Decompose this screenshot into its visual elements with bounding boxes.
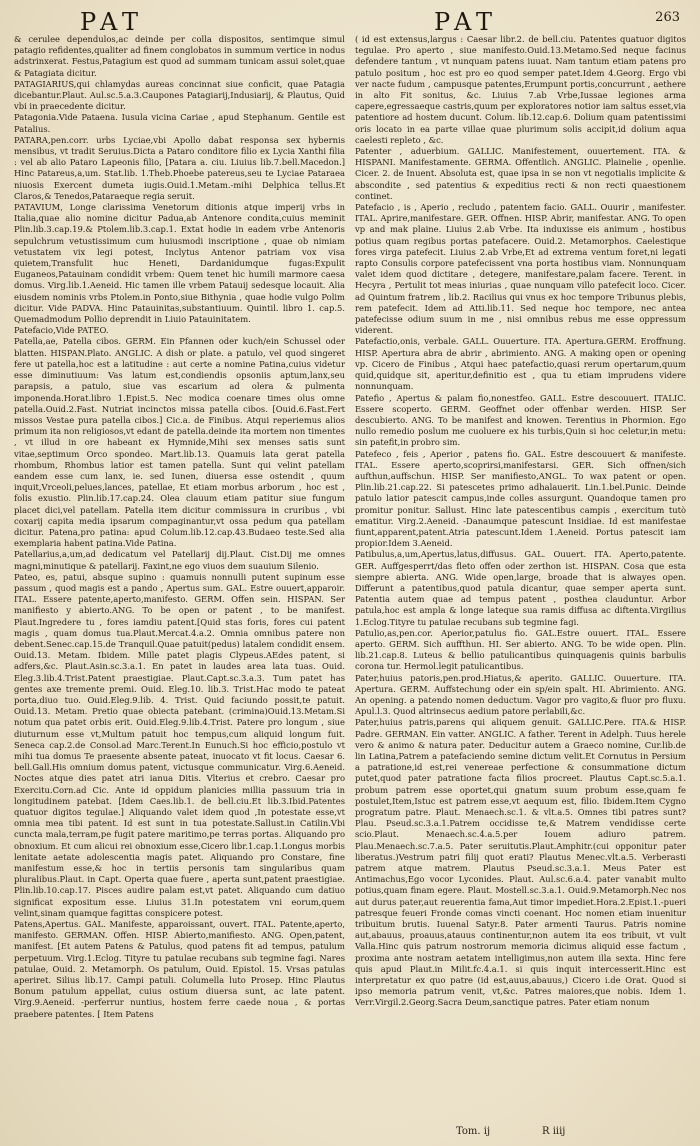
dictionary-entry: Pater,huius patoris,pen.prod.Hiatus,& aperito. GALLIC. Ouuerture. ITA. Apertura. GERM. Auffstechung oder ein sp/ein spalt. HI. Abrimiento. ANG. An opening. a patendo nomen deductum. Vagor pro vagito,& fluor pro fluxu. Apul.l.3. Quod altrinsecus aedium patore perlabili,&c. <box>355 672 686 717</box>
dictionary-entry: PATARA,pen.corr. urbs Lyciae,vbi Apollo dabat responsa sex hybernis mensibus, vt tradit Seruius.Dicta a Pataro conditore filio ex Lycia Xanthi filia : vel ab alio Pataro Lapeonis filio, [Patara a. ciu. Liuius lib.7.bell.Macedon.] Hinc Patareus,a,um. Stat.lib. 1.Theb.Phoebe patereus,seu te Lyciae Pataraea niuosis Exercent dumeta iugis.Ouid.1.Metam.-mihi Delphica tellus.Et Claros,& Tenedos,Pataraeque regia seruit. <box>14 134 345 201</box>
page-number: 263 <box>655 10 680 25</box>
dictionary-entry: Patenter , aduerbium. GALLIC. Manifestement, ouuertement. ITA. & HISPANI. Manifestamente. GERMA. Offentlich. ANGLIC. Plainelie , openlie. Cicer. 2. de Inuent. Absoluta est, quae ipsa in se non vt negotialis implicite & abscondite , sed patentius & expeditius recti & non recti quaestionem continet. <box>355 146 686 201</box>
dictionary-entry: Patibulus,a,um,Apertus,latus,diffusus. GAL. Ouuert. ITA. Aperto,patente. GER. Auffgesperrt/das fleto offen oder zerthon ist. HISPAN. Cosa que esta siempre abierta. ANG. Wide open,large, broade that is alwayes open. Differunt a patentibus,quod patula dicantur, quae semper aperta sunt. Patentia autem quae ad tempus patent , posthea clauduntur. Arbor patula,hoc est ampla & longe lateque sua ramis diffusa ac diftenta.Virgilius 1.Eclog.Tityre tu patulae recubans sub tegmine fagi. <box>355 549 686 627</box>
dictionary-entry: Pateo, es, patui, absque supino : quamuis nonnulli putent supinum esse passum , quod magis est a pando , Apertus sum. GAL. Estre ouuert,apparoir. ITAL. Essere patente,aperto,manifesto. GERM. Offen sein. HISPAN. Ser manifiesto y abierto.ANG. To be open or patent , to be manifest. Plaut.Ingredere tu , fores iamdiu patent.[Quid stas foris, fores cui patent magis , quam domus tua.Plaut.Mercat.4.a.2. Omnia omnibus patere non debent.Senec.cap.15.de Tranquil.Quae patuit(pedus) latalem condidit ensem. Ouid.13. Metam. Ibidem. Mille patet plagis Clypeus.AEdes patent, si adfers,&c. Plaut.Asin.sc.3.a.1. En patet in laudes area lata tuas. Ouid. Eleg.3.lib.4.Trist.Patent praestigiae. Plaut.Capt.sc.3.a.3. Tum patet has gentes axe tremente premi. Ouid. Eleg.10. lib.3. Trist.Hac modo te pateat porta,diuo tuo. Ouid.Eleg.9.lib. 4. Trist. Quid faciundo possit,te patuit. Ouid.13. Metam. Pretio quae obiecta patebant. (crimina)Ouid.13.Metam.Si notum qua patet orbis erit. Ouid.Eleg.9.lib.4.Trist. Patere pro longum , siue diuturnum esse vt,Multum patuit hoc tempus,cum aliquid longum fuit. Seneca cap.2.de Consol.ad Marc.Terent.In Eunuch.Si hoc efficio,postulo vt mihi tua domus Te praesente absente pateat, inuocato vt fit locus. Caesar 6. bell.Gall.His omnium domus patent, victusque communicatur. Virg.6.Aeneid. Noctes atque dies patet atri ianua Ditis. Vlterius et crebro. Caesar pro Exercitu.Corn.ad Cic. Ante id oppidum planicies millia passuum tria in longitudinem patebat. [Idem Caes.lib.1. de bell.ciu.Et lib.3.Ibid.Patentes quatuor digitos tegulae.] Aliquando valet idem quod ,In potestate esse,vt omnia mea tibi patent. Id est sunt in tua potestate.Sallust.in Catilin.Vbi cuncta mala,terram,pe fugit patere maritimo,pe terras portas. Aliquando pro obnoxium. Et cum alicui rei obnoxium esse,Cicero libr.1.cap.1.Longus morbis lenitate aetate adolescentia magis patet. Aliquando pro Constare, fine manifestum esse,& hoc in tertiis personis tam singularibus quam pluralibus.Plaut. in Capt. Operta quae fuere , aperta sunt,patent praestigiae. Plin.lib.10.cap.17. Pisces audire palam est,vt patet. Aliquando cum datiuo significat expositum esse. Liuius 31.In potestatem vni eorum,quem velint,sinam quamque fagittas conspicere potest. <box>14 571 345 918</box>
right-column <box>355 34 686 1124</box>
running-headword-left: PAT <box>80 8 144 36</box>
dictionary-entry: PATAGIARIUS,qui chlamydas aureas concinnat siue conficit, quae Patagia dicebantur.Plaut. Aul.sc.5.a.3.Caupones Patagiarij,Indusiarij, & Plautus, Quid vbi in praecedente dicitur. <box>14 78 345 112</box>
dictionary-entry: PATAVIUM, Longe clarissima Venetorum ditionis atque imperij vrbs in Italia,quae alio nomine dicitur Padua,ab Antenore condita,cuius meminit Plin.lib.3.cap.19.& Ptolem.lib.3.cap.1. Extat hodie in eadem vrbe Antenoris sepulchrum vetustissimum cum huiusmodi inscriptione , quae ob nimiam vetustatem vix legi potest, Inclytus Antenor patriam vox visa quietem,Transfulit huc Heneti, Dardanidumque fugas:Expulit Euganeos,Patauinam condidit vrbem: Quem tenet hic humili marmore caesa domus. Virg.lib.1.Aeneid. Hic tamen ille vrbem Patauij sedesque locauit. Alia eiusdem nominis vrbs Ptolem.in Ponto,siue Bithynia , quae hodie vulgo Polim dicitur. Vide PADVA. Hinc Patauinitas,substantiuum. Quintil. libro 1. cap.5. Quemadmodum Pollio deprendit in Liuio Patauinitatem. <box>14 202 345 325</box>
dictionary-entry: Patefio , Apertus & palam fio,nonestfeo. GALL. Estre descouuert. ITALIC. Essere scoperto. GERM. Geoffnet oder offenbar werden. HISP. Ser descubierto. ANG. To be manifest and knowen. Terentius in Phormion. Ego nullo remedio poslum me cuoluere ex his turbis,Quin si hoc celetur,in metu: sin patefit,in probro sim. <box>355 392 686 448</box>
running-headword-right: PAT <box>434 8 498 36</box>
text-columns <box>14 34 686 1124</box>
dictionary-entry: Patella,ae, Patella cibos. GERM. Ein Pfannen oder kuch/ein Schussel oder blatten. HISPAN.Plato. ANGLIC. A dish or plate. a patulo, vel quod singeret fere ut patella,hoc est a latitudine : aut certe a nomine Patina,cuius videtur esse diminutiuum: Vas latum est,condiendis opsoniis aptum,lanx,seu parapsis, a patulo, siue vas escarium ad olera & pulmenta imponenda.Horat.libro 1.Epist.5. Nec modica coenare times olus omne patella.Ouid.2.Fast. Nutriat incinctos missa patella cibos. [Ouid.6.Fast.Fert missos Vestae pura patella cibos.] Cic.a. de Finibus. Atqui reperiemus alios primum ita non religiosos,vt edant de patella.deinde ita mortem non timentes , vt illud in ore habeant ex Hymnide,Mihi sex menses satis sunt vitae,septimum Orco spondeo. Mart.lib.13. Quamuis lata gerat patella rhombum, Rhombus latior est tamen patella. Sunt qui velint patellam eandem esse cum lanx, ie. sed Iunen, diuersa esse ostendit , quum inquit,Vrceoli,pelues,lances, patellae, Et etiam morbus arborum , hoc est , folis exustio. Plin.lib.17.cap.24. Olea clauum etiam patitur siue fungum placet dici,vel patellam. Patella item dicitur commissura in cruribus , vbi coxarij capita media ipsarum compaginantur,vt ossa pedum qua patellam dicitur. Patena,pro patina: apud Colum.lib.12.cap.43.Budaeo teste.Sed alia exemplaria habent patina.Vide Patina. <box>14 336 345 549</box>
left-column <box>14 34 345 1124</box>
dictionary-entry: Patefacio,Vide PATEO. <box>14 325 109 336</box>
dictionary-entry: Patulio,as,pen.cor. Aperior,patulus fio. GAL.Estre ouuert. ITAL. Essere aperto. GERM. Sich auffthun. HI. Ser abierto. ANG. To be wide open. Plin. lib.21.cap.8. Luteus & bellio patulicantibus quinquagenis quinis barbulis corona tur. Hermol.legit patulicantibus. <box>355 627 686 672</box>
dictionary-entry: Patefeco , feis , Aperior , patens fio. GAL. Estre descouuert & manifeste. ITAL. Essere aperto,scoprirsi,manifestarsi. GER. Sich offnen/sich aufthun,auffschun. HISP. Ser manifiesto,ANGL. To wax patent or open. Plin.lib.21.cap.22. Si patescetes primo adhalauerit. Lin.1.bel.Punic. Deinde patulo latior patescit campus,inde colles assurgunt. Quandoque tamen pro promitur ponitur. Sallust. Hinc late patescentibus campis , exercitum tutò ematitur. Virg.2.Aeneid. -Danaumque patescunt Insidiae. Id est manifestae fiunt,apparent,patent.Atria patescunt.Idem 1.Aeneid. Portus patescit iam propior.Idem 3.Aeneid. <box>355 448 686 549</box>
dictionary-entry: Patens,Apertus. GAL. Manifeste, apparoissant, ouvert. ITAL. Patente,aperto, manifesto. GERMAN. Offen. HISP. Abierto,manifiesto. ANG. Open,patent, manifest. [Et autem Patens & Patulus, quod patens fit ad tempus, patulum perpetuum. Virg.1.Eclog. Tityre tu patulae recubans sub tegmine fagi. Nares patulae, Ouid. 2. Metamorph. Os patulum, Ouid. Epistol. 15. Vrsas patulas aperiret. Silius lib.17. Campi patuli. Columella luto Prosep. Hinc Plautus Bonum patulum appellat, cuius ostium diuersa sunt, ac late patent. Virg.9.Aeneid. -perferrur nuntius, hostem ferre caede noua , & portas praebere patentes. [ Item Patens <box>14 919 345 1019</box>
page-header <box>14 6 686 36</box>
dictionary-entry: Pater,huius patris,parens qui aliquem genuit. GALLIC.Pere. ITA.& HISP. Padre. GERMAN. Ein vatter. ANGLIC. A father. Terent in Adelph. Tuus herele vero & animo & natura pater. Deducitur autem a Graeco nomine, Cur.lib.de lin Latina,Patrem a patefaciendo semine dictum velit.Et Cornutus in Persium a patratione,id est,rei venereae perfectione & consummatione dictum putet,quod pater patratione facta filios procreet. Plautus Capt.sc.5.a.1. probum patrem esse oportet,qui gnatum suum probum esse,quam fe postulet,Item,Istuc est patrem esse,vt aequum est, filio. Ibidem.Item Cygno progratum patre. Plaut. Menaech.sc.1. & vlt.a.5. Omnes tibi patres sunt? Plau. Pseud.sc.3.a.1.Patrem occidisse te,& Matrem vendidisse certe scio.Plaut. Menaech.sc.4.a.5.per Iouem adiuro patrem. Plau.Menaech.sc.7.a.5. Pater seruitutis.Plaut.Amphitr.(cui opponitur pater liberatus.)Vestrum patri filij quot erati? Plautus Menec.vlt.a.5. Verberasti patrem atque matrem. Plautus Pseud.sc.3.a.1. Meus Pater est Antimachus,Ego vocor Lyconides. Plaut. Aul.sc.6.a.4. pater vanabit multo potius,quam finam egere. Plaut. Mostell.sc.3.a.1. Ouid.9.Metamorph.Nec nos aut durus pater,aut reuerentia fama,Aut timor impediet.Hora.2.Epist.1.-pueri patresque feueri Fronde comas vincti coenant. Hoc nomen etiam inuenitur tribuitum brutis. Iuuenal Satyr.8. Pater armenti Taurus. Patris nomine aut,abauus, proauus,atauus continentur,non autem ita eos tribuit, vt vult Valla.Hinc quis patrum nostrorum memoria dicimus aliquid esse factum , proxima ante nostram aetatem intelligimus,non autem illa sexta. Hinc fere quis apud Plaut.in Milit.fc.4.a.1. si quis inquit intercesserit.Hinc est interpretatur ex quo patre (id est,auus,abauus,) Cicero i.de Orat. Quod si ipso memoria patrum venit, vt,&c. Patres maiores,que nobis. Idem 1. Verr.Virgil.2.Georg.Sacra Deum,sanctique patres. Pater etiam nonum <box>355 717 686 1008</box>
dictionary-entry: Patefactio,onis, verbale. GALL. Ouuerture. ITA. Apertura.GERM. Eroffnung. HISP. Apertura abra de abrir , abrimiento. ANG. A making open or opening vp. Cicero de Finibus , Atqui haec patefactio,quasi rerum opertarum,quum quid,quidque sit, aperitur,definitio est , qua tu etiam imprudens videre nonnunquam. <box>355 336 686 392</box>
dictionary-entry: Patellarius,a,um,ad dedicatum vel Patellarij dij.Plaut. Cist.Dij me omnes magni,minutique & patellarij. Faxint,ne ego viuos dem suauium Silenio. <box>14 549 345 571</box>
dictionary-entry: & cerulee dependulos,ac deinde per colla dispositos, sentimque simul patagio refidentes,qualiter ad finem conglobatos in summum vertice in nodus adstrinxerat. Festus,Patagium est quod ad summam tunicam assui solet,quae & Patagiata dicitur. <box>14 34 345 78</box>
dictionary-entry: Patagonia.Vide Pataena. Iusula vicina Cariae , apud Stephanum. Gentile est Patalius. <box>14 112 345 134</box>
signature-mark: Tom. ij <box>456 1126 491 1137</box>
dictionary-entry: Patefacio , is , Aperio , recludo , patentem facio. GALL. Ouurir , manifester. ITAL. Aprire,manifestare. GER. Offnen. HISP. Abrir, manifestar. ANG. To open vp and mak plaine. Liuius 2.ab Vrbe. Ita induxisse eis animum , hostibus potius quam regibus portas patefacere. Ouid.2. Metamorphos. Caelestique fores virga patefecit. Liuius 2.ab Vrbe,Et ad extrema ventum foret,ni legati rapto Consulis corpore patefecissent vna porta hostibus viam. Nonnunquam valet idem quod dictitare , detegere, manifestare,palam facere. Terent. in Hecyra , Pertulit tot meas iniurias , quae nunquam villo patefecit loco. Cicer. ad Quintum fratrem , lib.2. Racilius qui vnus ex hoc tempore Tribunus plebis, rem patefecit. Idem ad Atti.lib.11. Sed neque hoc tempore, nec antea patefecisse odium suum in me , nisi omnibus rebus me esse oppressum viderent. <box>355 202 686 336</box>
dictionary-entry: ( id est extensus,largus : Caesar libr.2. de bell.ciu. Patentes quatuor digitos tegulae. Pro aperto , siue manifesto.Ouid.13.Metamo.Sed neque facinus defendere tantum , vt nunquam patens iuuat. Nam tantum etiam patens pro patulo positum , hoc est pro eo quod semper patet.Idem 4.Georg. Ergo vbi ver nacte fudum , campusque patentes,Erumpunt portis,concurrunt , aethere in alto Fit sonitus, &c. Liuius 7.ab Vrbe,Iussae legiones arma capere,egressaeque castris,quum per exploratores notior iam saltus esset,via patentiore ad hostem ducunt. Colum. lib.12.cap.6. Dolium quam patentissimi oris locato in ea parte villae quae plurimum solis accipit,id dolium aqua caelesti repleto , &c. <box>355 34 686 145</box>
catchword: R iiij <box>542 1126 566 1137</box>
page-footer <box>0 1126 700 1140</box>
